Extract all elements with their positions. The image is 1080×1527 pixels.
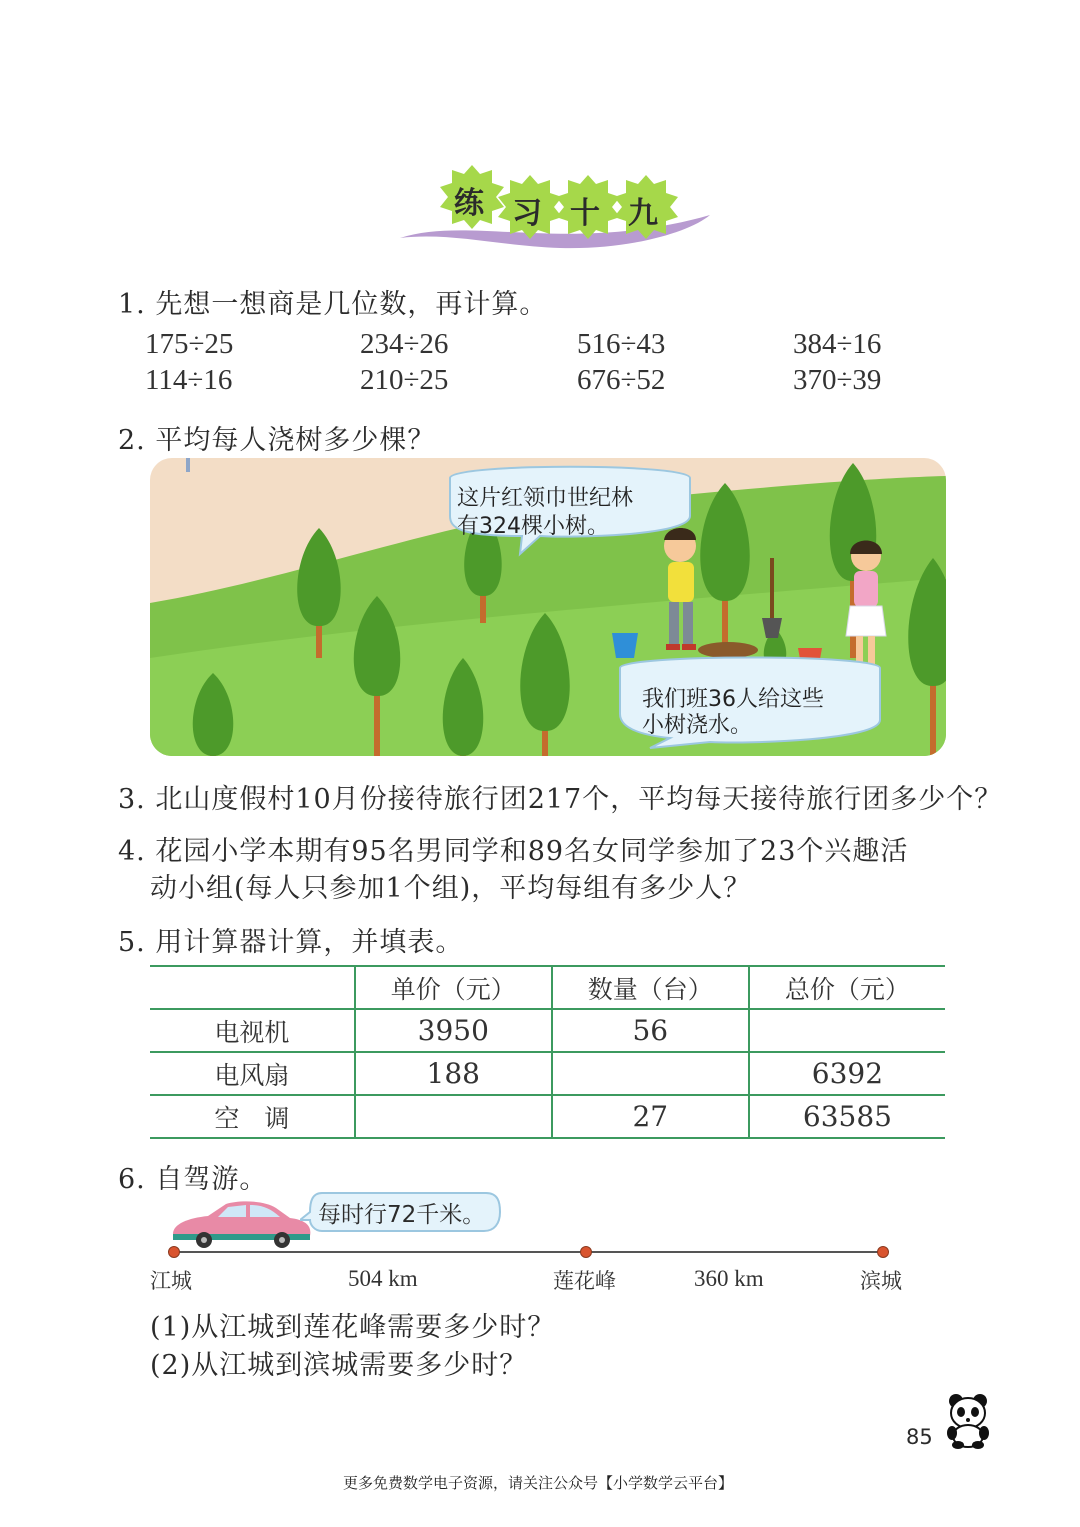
table-cell: 63585 — [749, 1095, 945, 1138]
table-cell: 6392 — [749, 1052, 945, 1095]
car-icon — [168, 1196, 318, 1252]
calc-item: 114÷16 — [145, 364, 233, 396]
title-char-4: 九 — [628, 196, 658, 231]
calc-item: 516÷43 — [577, 328, 666, 360]
panda-icon — [942, 1393, 994, 1449]
car-illustration — [168, 1196, 318, 1252]
bubble-1-line-1: 这片红领巾世纪林 — [457, 486, 634, 511]
calc-item: 384÷16 — [793, 328, 882, 360]
route-point-lianhuafeng — [580, 1246, 592, 1258]
distance-label: 360 km — [694, 1266, 764, 1291]
table-cell: 188 — [355, 1052, 552, 1095]
question-6-sub-1: (1)从江城到莲花峰需要多少时？ — [150, 1312, 556, 1343]
table-cell — [355, 1095, 552, 1138]
title-char-1: 练 — [454, 186, 484, 221]
table-header-cell: 单价（元） — [355, 966, 552, 1009]
table-cell — [552, 1052, 749, 1095]
table-cell: 3950 — [355, 1009, 552, 1052]
question-6-sub-2: (2)从江城到滨城需要多少时？ — [150, 1350, 528, 1381]
calc-item: 234÷26 — [360, 328, 449, 360]
table-header-row — [150, 966, 945, 1009]
tree-planting-illustration — [150, 458, 946, 756]
table-header-cell: 数量（台） — [552, 966, 749, 1009]
title-char-2: 习 — [512, 196, 542, 231]
question-6-text: 6. 自驾游。 — [118, 1164, 268, 1195]
table-row — [150, 1052, 945, 1095]
table-cell: 电风扇 — [150, 1052, 355, 1095]
calc-item: 370÷39 — [793, 364, 882, 396]
bubble-1-line-2: 有324棵小树。 — [457, 514, 609, 539]
lesson-title-banner — [390, 160, 720, 260]
calc-item: 210÷25 — [360, 364, 449, 396]
table-header-cell — [150, 966, 355, 1009]
price-table — [150, 965, 945, 1139]
table-cell: 56 — [552, 1009, 749, 1052]
table-row — [150, 1095, 945, 1138]
route-point-bincheng — [877, 1246, 889, 1258]
bubble-2-line-1: 我们班36人给这些 — [642, 687, 824, 712]
city-label: 江城 — [150, 1269, 192, 1293]
panda-mascot — [942, 1393, 994, 1449]
question-3-text: 3. 北山度假村10月份接待旅行团217个，平均每天接待旅行团多少个？ — [118, 784, 1003, 815]
question-5-text: 5. 用计算器计算，并填表。 — [118, 927, 464, 958]
footer-notice: 更多免费数学电子资源，请关注公众号【小学数学云平台】 — [343, 1474, 734, 1492]
table-cell: 27 — [552, 1095, 749, 1138]
table-row — [150, 1009, 945, 1052]
question-1-text: 1. 先想一想商是几位数，再计算。 — [118, 289, 548, 320]
table-cell: 电视机 — [150, 1009, 355, 1052]
distance-label: 504 km — [348, 1266, 418, 1291]
question-2-text: 2. 平均每人浇树多少棵？ — [118, 425, 436, 456]
speed-bubble-text: 每时行72千米。 — [318, 1202, 486, 1228]
city-label: 莲花峰 — [553, 1269, 616, 1293]
question-4-line-2: 动小组(每人只参加1个组)，平均每组有多少人？ — [150, 873, 752, 904]
page-number: 85 — [906, 1425, 933, 1449]
calc-item: 175÷25 — [145, 328, 234, 360]
city-label: 滨城 — [860, 1269, 902, 1293]
title-banner-art — [390, 160, 720, 260]
table-cell: 空 调 — [150, 1095, 355, 1138]
bubble-2-line-2: 小树浇水。 — [642, 713, 753, 738]
table-header-cell: 总价（元） — [749, 966, 945, 1009]
table-cell — [749, 1009, 945, 1052]
question-4-line-1: 4. 花园小学本期有95名男同学和89名女同学参加了23个兴趣活 — [118, 836, 909, 867]
speed-bubble — [300, 1190, 502, 1234]
route-line — [173, 1251, 883, 1253]
route-point-jiangcheng — [168, 1246, 180, 1258]
calc-item: 676÷52 — [577, 364, 666, 396]
title-char-3: 十 — [570, 196, 600, 231]
